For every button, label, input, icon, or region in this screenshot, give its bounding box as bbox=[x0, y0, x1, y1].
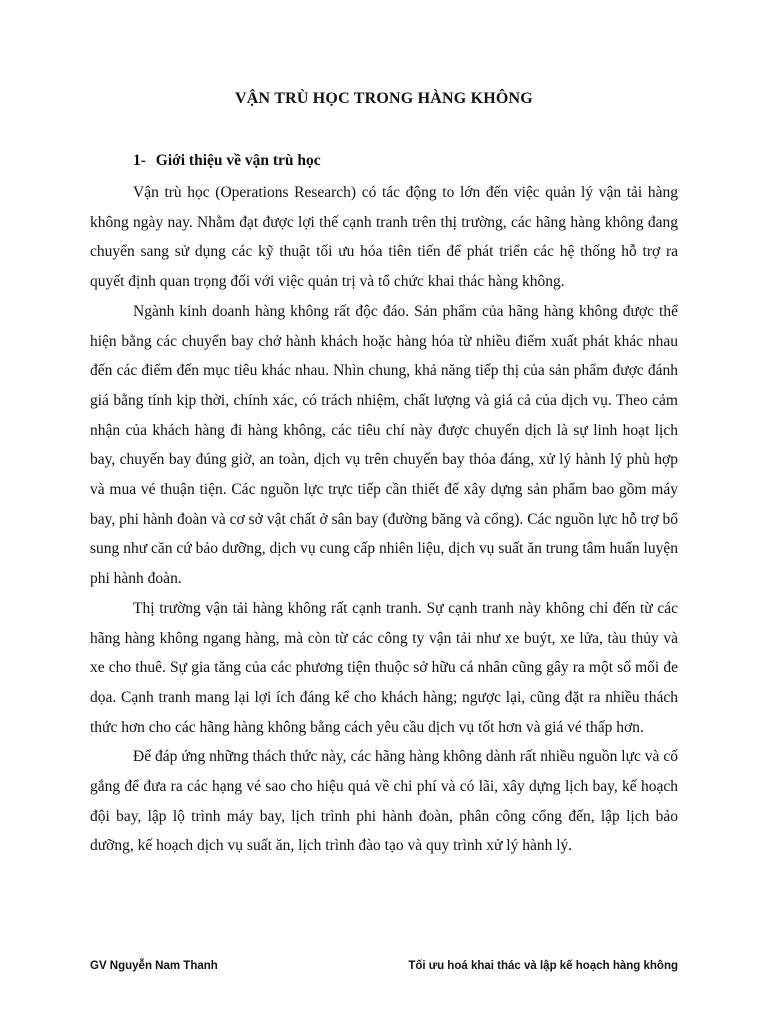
document-body bbox=[90, 178, 678, 861]
footer-author: GV Nguyễn Nam Thanh bbox=[90, 960, 218, 972]
page-footer bbox=[90, 960, 678, 972]
paragraph: Vận trù học (Operations Research) có tác động to lớn đến việc quản lý vận tải hàng không ngày nay. Nhằm đạt được lợi thế cạnh tranh trên thị trường, các hãng hàng không đang chuyển sang sử dụng các kỹ thuật tối ưu hóa tiên tiến để phát triển các hệ thống hỗ trợ ra quyết định quan trọng đối với việc quản trị và tổ chức khai thác hàng không. bbox=[90, 184, 678, 291]
footer-course-title: Tối ưu hoá khai thác và lập kế hoạch hàng không bbox=[408, 960, 678, 972]
document-title: VẬN TRÙ HỌC TRONG HÀNG KHÔNG bbox=[235, 90, 533, 107]
paragraph: Thị trường vận tải hàng không rất cạnh tranh. Sự cạnh tranh này không chỉ đến từ các hãng hàng không ngang hàng, mà còn từ các công ty vận tải như xe buýt, xe lửa, tàu thủy và xe cho thuê. Sự gia tăng của các phương tiện thuộc sở hữu cá nhân cũng gây ra một số mối đe dọa. Cạnh tranh mang lại lợi ích đáng kể cho khách hàng; ngược lại, cũng đặt ra nhiều thách thức hơn cho các hãng hàng không bằng cách yêu cầu dịch vụ tốt hơn và giá vé thấp hơn. bbox=[90, 599, 678, 736]
paragraph: Ngành kinh doanh hàng không rất độc đáo. Sản phẩm của hãng hàng không được thể hiện bằng các chuyến bay chở hành khách hoặc hàng hóa từ nhiều điểm xuất phát khác nhau đến các điểm đến mục tiêu khác nhau. Nhìn chung, khả năng tiếp thị của sản phẩm được đánh giá bằng tính kịp thời, chính xác, có trách nhiệm, chất lượng và giá cả của dịch vụ. Theo cảm nhận của khách hàng đi hàng không, các tiêu chí này được chuyển dịch là sự linh hoạt lịch bay, chuyến bay đúng giờ, an toàn, dịch vụ trên chuyến bay thỏa đáng, xử lý hành lý phù hợp và mua vé thuận tiện. Các nguồn lực trực tiếp cần thiết để xây dựng sản phẩm bao gồm máy bay, phi hành đoàn và cơ sở vật chất ở sân bay (đường băng và cổng). Các nguồn lực hỗ trợ bổ sung như căn cứ bảo dưỡng, dịch vụ cung cấp nhiên liệu, dịch vụ suất ăn trung tâm huấn luyện phi hành đoàn. bbox=[90, 302, 678, 588]
section-heading-text: Giới thiệu về vận trù học bbox=[155, 152, 321, 169]
section-number: 1- bbox=[133, 152, 146, 169]
paragraph: Để đáp ứng những thách thức này, các hãng hàng không dành rất nhiều nguồn lực và cố gắng để đưa ra các hạng vé sao cho hiệu quả về chi phí và có lãi, xây dựng lịch bay, kế hoạch đội bay, lập lộ trình máy bay, lịch trình phi hành đoàn, phân công cổng đến, lập lịch bảo dưỡng, kế hoạch dịch vụ suất ăn, lịch trình đào tạo và quy trình xử lý hành lý. bbox=[90, 748, 678, 855]
section-heading bbox=[133, 152, 321, 170]
